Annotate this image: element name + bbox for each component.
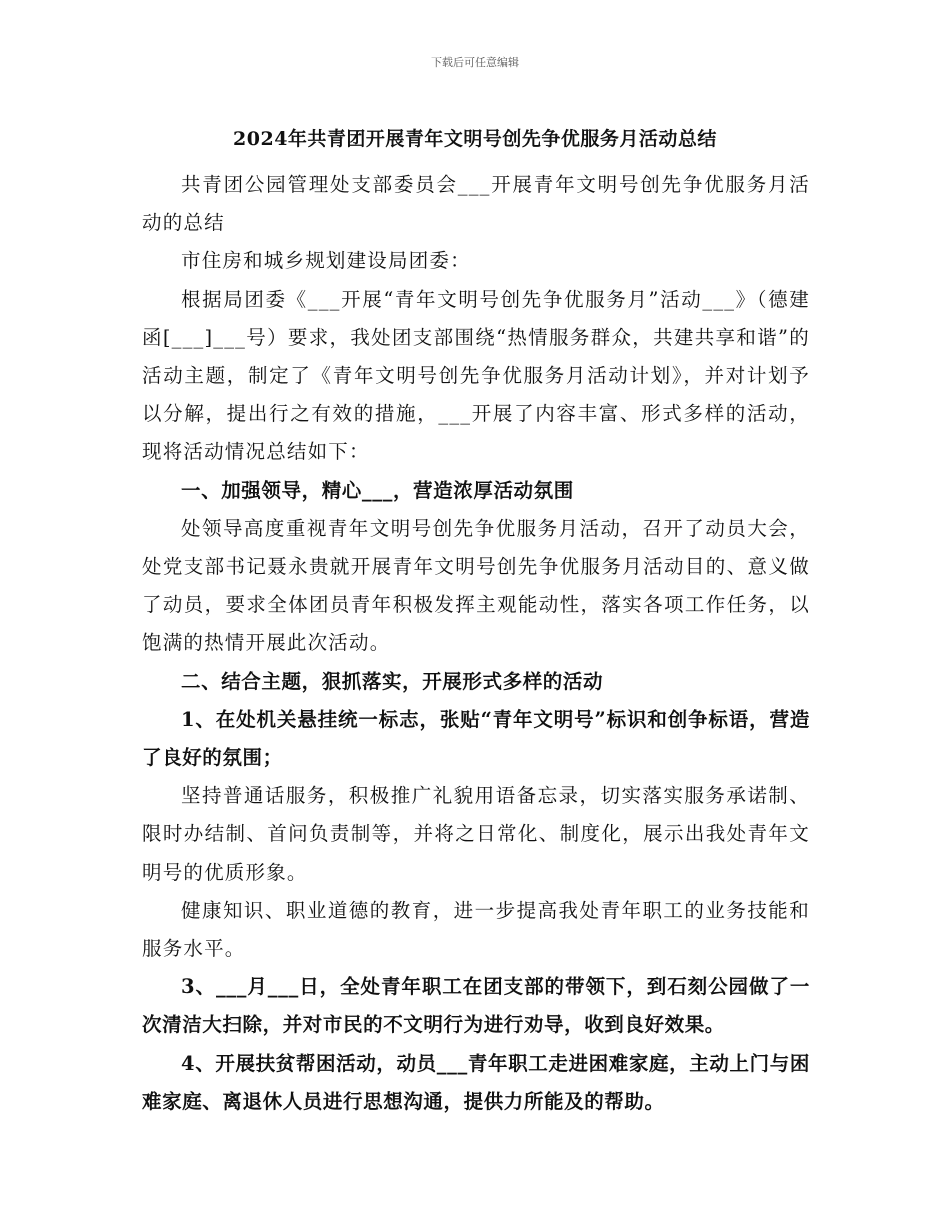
paragraph-item-1-detail: 坚持普通话服务，积极推广礼貌用语备忘录，切实落实服务承诺制、限时办结制、首问负责制等，并将之日常化、制度化，展示出我处青年文明号的优质形象。 [142,784,810,884]
paragraph-intro: 根据局团委《___开展“青年文明号创先争优服务月”活动___》（德建函[___]___号）要求，我处团支部围绕“热情服务群众，共建共享和谐”的活动主题，制定了《青年文明号创先争优服务月活动计划》，并对计划予以分解，提出行之有效的措施，___开展了内容丰富、形式多样的活动，现将活动情况总结如下： [142,287,810,464]
document-title: 2024年共青团开展青年文明号创先争优服务月活动总结 [233,128,717,150]
paragraph-section-1: 处领导高度重视青年文明号创先争优服务月活动，召开了动员大会，处党支部书记聂永贵就开展青年文明号创先争优服务月活动目的、意义做了动员，要求全体团员青年积极发挥主观能动性，落实各项工作任务，以饱满的热情开展此次活动。 [142,516,810,655]
paragraph-subtitle: 共青团公园管理处支部委员会___开展青年文明号创先争优服务月活动的总结 [142,173,810,235]
section-heading-2: 二、结合主题，狠抓落实，开展形式多样的活动 [181,669,604,693]
paragraph-addressee: 市住房和城乡规划建设局团委： [181,249,471,273]
item-1: 1、在处机关悬挂统一标志，张贴“青年文明号”标识和创争标语，营造了良好的氛围； [142,707,810,770]
item-3: 3、___月___日，全处青年职工在团支部的带领下，到石刻公园做了一次清洁大扫除，并对市民的不文明行为进行劝导，收到良好效果。 [142,975,810,1037]
header-watermark: 下载后可任意编辑 [431,56,519,69]
paragraph-item-2: 健康知识、职业道德的教育，进一步提高我处青年职工的业务技能和服务水平。 [142,898,810,961]
section-heading-1: 一、加强领导，精心___，营造浓厚活动氛围 [181,478,574,502]
item-4: 4、开展扶贫帮困活动，动员___青年职工走进困难家庭，主动上门与困难家庭、离退休人员进行思想沟通，提供力所能及的帮助。 [142,1051,810,1113]
document-body [142,166,810,1121]
